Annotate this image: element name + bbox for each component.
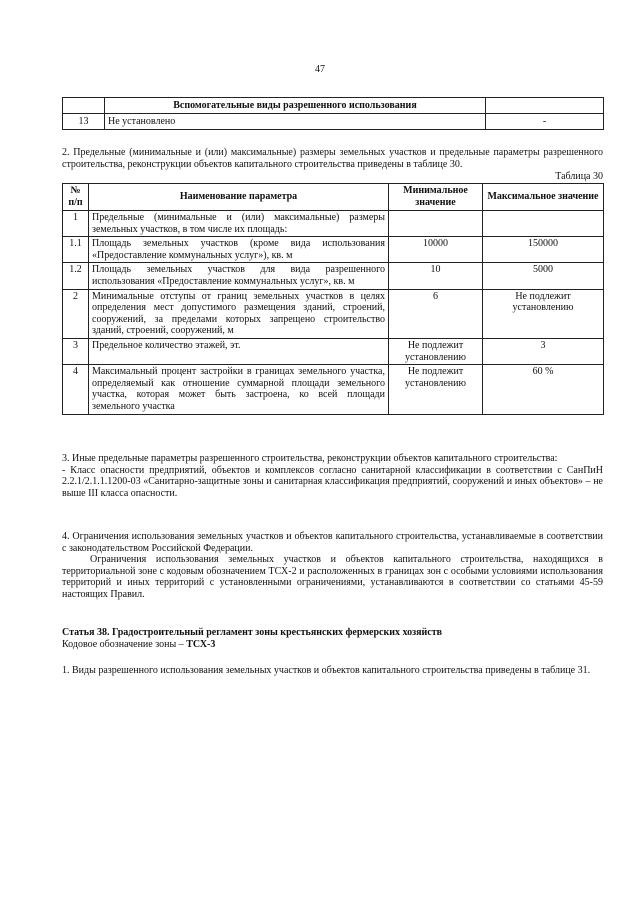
paragraph-4 [62,531,603,601]
row-max: 5000 [483,263,604,289]
table-row [63,365,604,414]
paragraph-4-title: 4. Ограничения использования земельных участков и объектов капитального строительства, устанавливаемые в соответствии с законодательством Российской Федерации. [62,531,603,554]
row-name: Не установлено [105,114,486,130]
row-number: 4 [63,365,89,414]
row-min [389,211,483,237]
row-number: 1.1 [63,237,89,263]
paragraph-3 [62,453,603,499]
paragraph-final: 1. Виды разрешенного использования земельных участков и объектов капитального строительства приведены в таблице 31. [62,665,591,676]
header-min: Минимальное значение [389,184,483,211]
row-number: 13 [63,114,105,130]
row-name: Площадь земельных участков для вида разрешенного использования «Предоставление коммунальных услуг», кв. м [89,263,389,289]
row-number: 1.2 [63,263,89,289]
table-cell [63,98,105,114]
aux-uses-header: Вспомогательные виды разрешенного использования [105,98,486,114]
row-max [483,211,604,237]
row-min: Не подлежит установлению [389,365,483,414]
row-number: 3 [63,338,89,364]
article-title: Статья 38. Градостроительный регламент зоны крестьянских фермерских хозяйств [62,627,443,638]
header-max: Максимальное значение [483,184,604,211]
row-max: 150000 [483,237,604,263]
table-row [63,263,604,289]
row-min: Не подлежит установлению [389,338,483,364]
row-min: 10 [389,263,483,289]
row-name: Максимальный процент застройки в границах земельного участка, определяемый как отношение суммарной площади земельного участка, которая может быть застроена, ко всей площади земельного участка [89,365,389,414]
row-name: Предельное количество этажей, эт. [89,338,389,364]
table-row [63,211,604,237]
zone-code-label: Кодовое обозначение зоны – [62,638,187,650]
zone-code: ТСХ-3 [186,638,216,650]
row-name: Площадь земельных участков (кроме вида использования «Предоставление коммунальных услуг»), кв. м [89,237,389,263]
row-max: Не подлежит установлению [483,289,604,338]
row-max: 60 % [483,365,604,414]
row-max: 3 [483,338,604,364]
table-cell [486,98,604,114]
table-row [63,237,604,263]
paragraph-2: 2. Предельные (минимальные и (или) максимальные) размеры земельных участков и предельные параметры разрешенного строительства, реконструкции объектов капитального строительства приведены в таблице 30. [62,147,603,170]
parameters-table [62,183,604,415]
page-number: 47 [315,64,325,75]
row-value: - [486,114,604,130]
row-number: 2 [63,289,89,338]
row-name: Минимальные отступы от границ земельных участков в целях определения мест допустимого размещения зданий, строений, сооружений, за пределами которых запрещено строительство зданий, строений, сооружений, м [89,289,389,338]
header-name: Наименование параметра [89,184,389,211]
table-row [63,338,604,364]
table-caption: Таблица 30 [555,171,603,182]
row-min: 6 [389,289,483,338]
table-row [63,114,604,130]
row-min: 10000 [389,237,483,263]
row-number: 1 [63,211,89,237]
row-name: Предельные (минимальные и (или) максимальные) размеры земельных участков, в том числе их площадь: [89,211,389,237]
paragraph-3-title: 3. Иные предельные параметры разрешенного строительства, реконструкции объектов капитального строительства: [62,453,558,464]
table-header-row [63,184,604,211]
table-row [63,289,604,338]
paragraph-4-body: Ограничения использования земельных участков и объектов капитального строительства, находящихся в территориальной зоне с кодовым обозначением ТСХ-2 и расположенных в границах зон с особыми условиями использования территорий и иных территорий с установленными ограничениями, устанавливаются в соответствии со статьями 45-59 настоящих Правил. [62,554,603,600]
paragraph-3-body: - Класс опасности предприятий, объектов и комплексов согласно санитарной классификации в соответствии с СанПиН 2.2.1/2.1.1.1200-03 «Санитарно-защитные зоны и санитарная классификация предприятий, сооружений и иных объектов» – не выше III класса опасности. [62,464,603,499]
table-row [63,98,604,114]
article-heading [62,627,603,650]
header-num: № п/п [63,184,89,211]
aux-uses-table [62,97,604,130]
